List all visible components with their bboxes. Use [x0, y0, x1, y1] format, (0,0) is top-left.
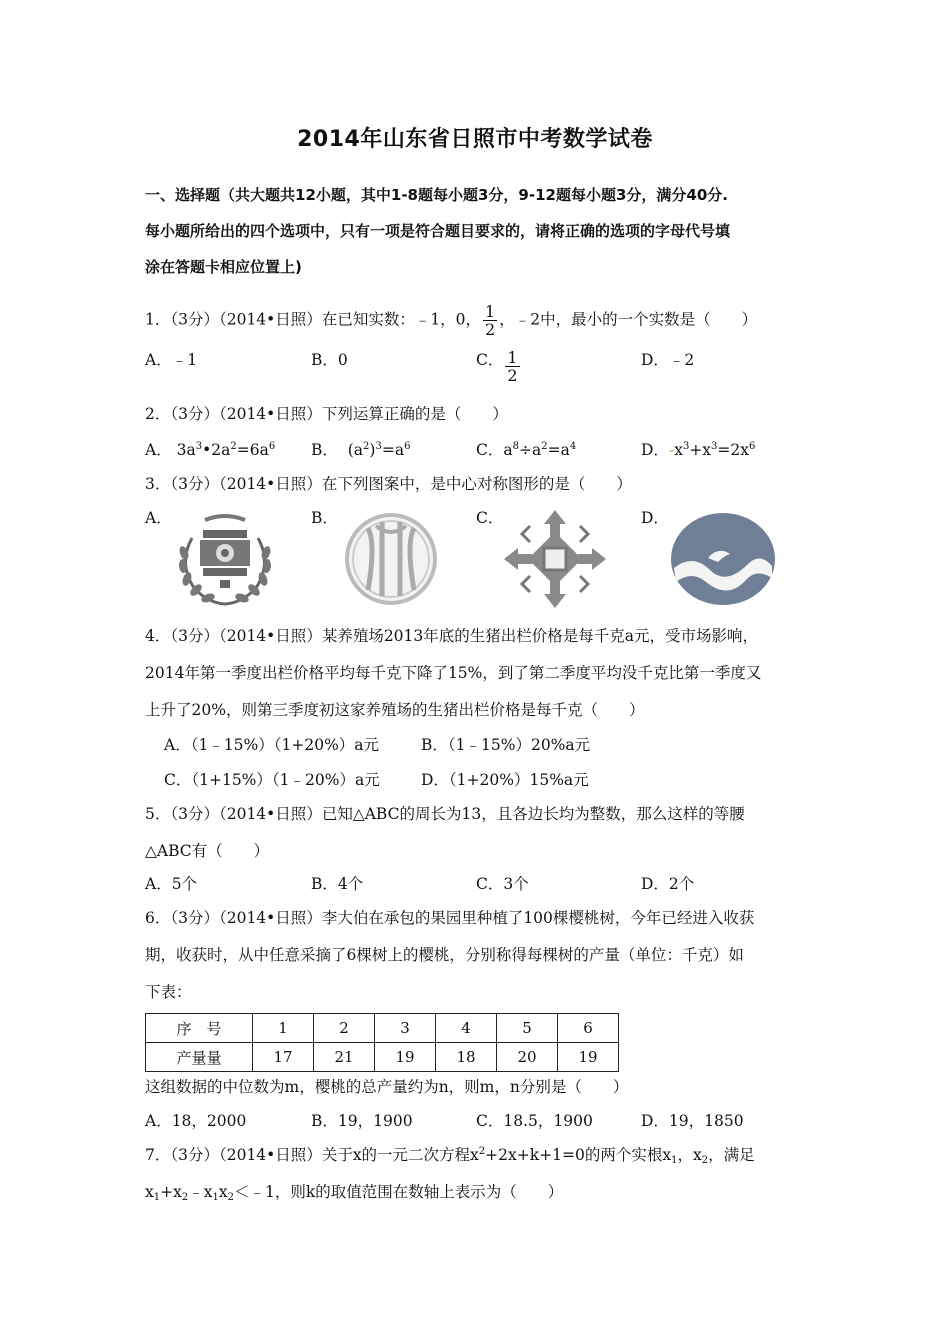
q4-option-c: C．（1+15%）（1﹣20%）a元 — [164, 771, 380, 789]
question-4-line-1: 4．（3分）（2014•日照）某养殖场2013年底的生猪出栏价格是每千克a元，受市场影响， — [145, 627, 759, 645]
page-title: 2014年山东省日照市中考数学试卷 — [297, 127, 653, 152]
table-cell: 5 — [497, 1014, 558, 1043]
question-1-prefix: 1．（3分）（2014•日照）在已知实数：﹣1，0， — [145, 310, 482, 329]
question-1 — [145, 303, 757, 338]
question-4-line-3: 上升了20%，则第三季度初这家养殖场的生猪出栏价格是每千克（ ） — [145, 701, 645, 719]
question-4-line-2: 2014年第一季度出栏价格平均每千克下降了15%，到了第二季度平均没千克比第一季度又 — [145, 664, 762, 682]
question-3: 3．（3分）（2014•日照）在下列图案中，是中心对称图形的是（ ） — [145, 475, 632, 493]
table-header-cell: 产量量 — [146, 1043, 253, 1072]
section-heading-line-3: 涂在答题卡相应位置上) — [145, 258, 302, 276]
q2-option-d: D．$-x^3+x^3=2x^6$ — [641, 441, 756, 459]
q3-label-a: A． — [145, 509, 172, 527]
section-heading-line-2: 每小题所给出的四个选项中，只有一项是符合题目要求的，请将正确的选项的字母代号填 — [145, 222, 731, 240]
q6-option-d: D．19，1850 — [641, 1112, 744, 1130]
table-cell: 3 — [375, 1014, 436, 1043]
table-cell: 17 — [253, 1043, 314, 1072]
q4-option-a: A．（1﹣15%）（1+20%）a元 — [164, 736, 380, 754]
q1-option-d: D．﹣2 — [641, 351, 695, 369]
table-cell: 6 — [558, 1014, 619, 1043]
table-cell: 19 — [558, 1043, 619, 1072]
table-row — [146, 1014, 619, 1043]
circle-bars-figure — [336, 508, 446, 610]
wreath-emblem-figure — [170, 508, 280, 610]
table-cell: 21 — [314, 1043, 375, 1072]
table-header-cell: 序 号 — [146, 1014, 253, 1043]
section-heading-line-1: 一、选择题（共大题共12小题，其中1-8题每小题3分，9-12题每小题3分，满分40分. — [145, 186, 728, 204]
oval-wave-figure — [668, 508, 778, 610]
q6-option-b: B．19，1900 — [311, 1112, 413, 1130]
table-cell: 2 — [314, 1014, 375, 1043]
table-cell: 19 — [375, 1043, 436, 1072]
question-6-line-4: 这组数据的中位数为m，樱桃的总产量约为n，则m，n分别是（ ） — [145, 1078, 629, 1096]
q2-option-b: B． $(a^2)^3=a^6$ — [311, 441, 411, 459]
question-7-line-2: $x_1+x_2﹣x_1x_2<﹣1$，则k的取值范围在数轴上表示为（ ） — [145, 1183, 564, 1203]
q3-label-d: D． — [641, 509, 669, 527]
q3-label-b: B． — [311, 509, 338, 527]
q4-option-d: D．（1+20%）15%a元 — [421, 771, 589, 789]
fraction-half: $\frac{1}{2}$ — [485, 302, 496, 339]
yield-table — [145, 1013, 619, 1072]
q5-option-a: A．5个 — [145, 875, 198, 893]
q3-label-c: C． — [476, 509, 504, 527]
table-row — [146, 1043, 619, 1072]
table-cell: 20 — [497, 1043, 558, 1072]
q5-option-d: D．2个 — [641, 875, 695, 893]
table-cell: 1 — [253, 1014, 314, 1043]
q6-option-a: A．18，2000 — [145, 1112, 247, 1130]
q2-option-c: C．$a^8\div a^2=a^4$ — [476, 441, 577, 459]
q1-option-a: A．﹣1 — [145, 351, 198, 369]
q1-option-c: C． $\frac{1}{2}$ — [476, 348, 518, 385]
question-5-line-2: △ABC有（ ） — [145, 842, 270, 860]
question-7-line-1: 7．（3分）（2014•日照）关于x的一元二次方程$x^2+2x+k+1=0$的两个实根$x_1$，$x_2$，满足 — [145, 1146, 755, 1166]
q1-option-b: B．0 — [311, 351, 348, 369]
question-6-line-1: 6．（3分）（2014•日照）李大伯在承包的果园里种植了100棵樱桃树，今年已经进入收获 — [145, 909, 755, 927]
fraction-half: $\frac{1}{2}$ — [507, 348, 518, 385]
cross-arrows-figure — [500, 508, 610, 610]
question-2: 2．（3分）（2014•日照）下列运算正确的是（ ） — [145, 405, 508, 423]
table-cell: 18 — [436, 1043, 497, 1072]
question-6-line-3: 下表： — [145, 983, 192, 1001]
q5-option-c: C．3个 — [476, 875, 529, 893]
table-cell: 4 — [436, 1014, 497, 1043]
q4-option-b: B．（1﹣15%）20%a元 — [421, 736, 591, 754]
q6-option-c: C．18.5，1900 — [476, 1112, 593, 1130]
q2-option-a: A． $3a^3•2a^2=6a^6$ — [145, 441, 276, 459]
question-5-line-1: 5．（3分）（2014•日照）已知△ABC的周长为13，且各边长均为整数，那么这样的等腰 — [145, 805, 745, 823]
question-6-line-2: 期，收获时，从中任意采摘了6棵树上的樱桃，分别称得每棵树的产量（单位：千克）如 — [145, 946, 744, 964]
q5-option-b: B．4个 — [311, 875, 364, 893]
question-1-suffix: ，﹣2中，最小的一个实数是（ ） — [499, 310, 758, 329]
